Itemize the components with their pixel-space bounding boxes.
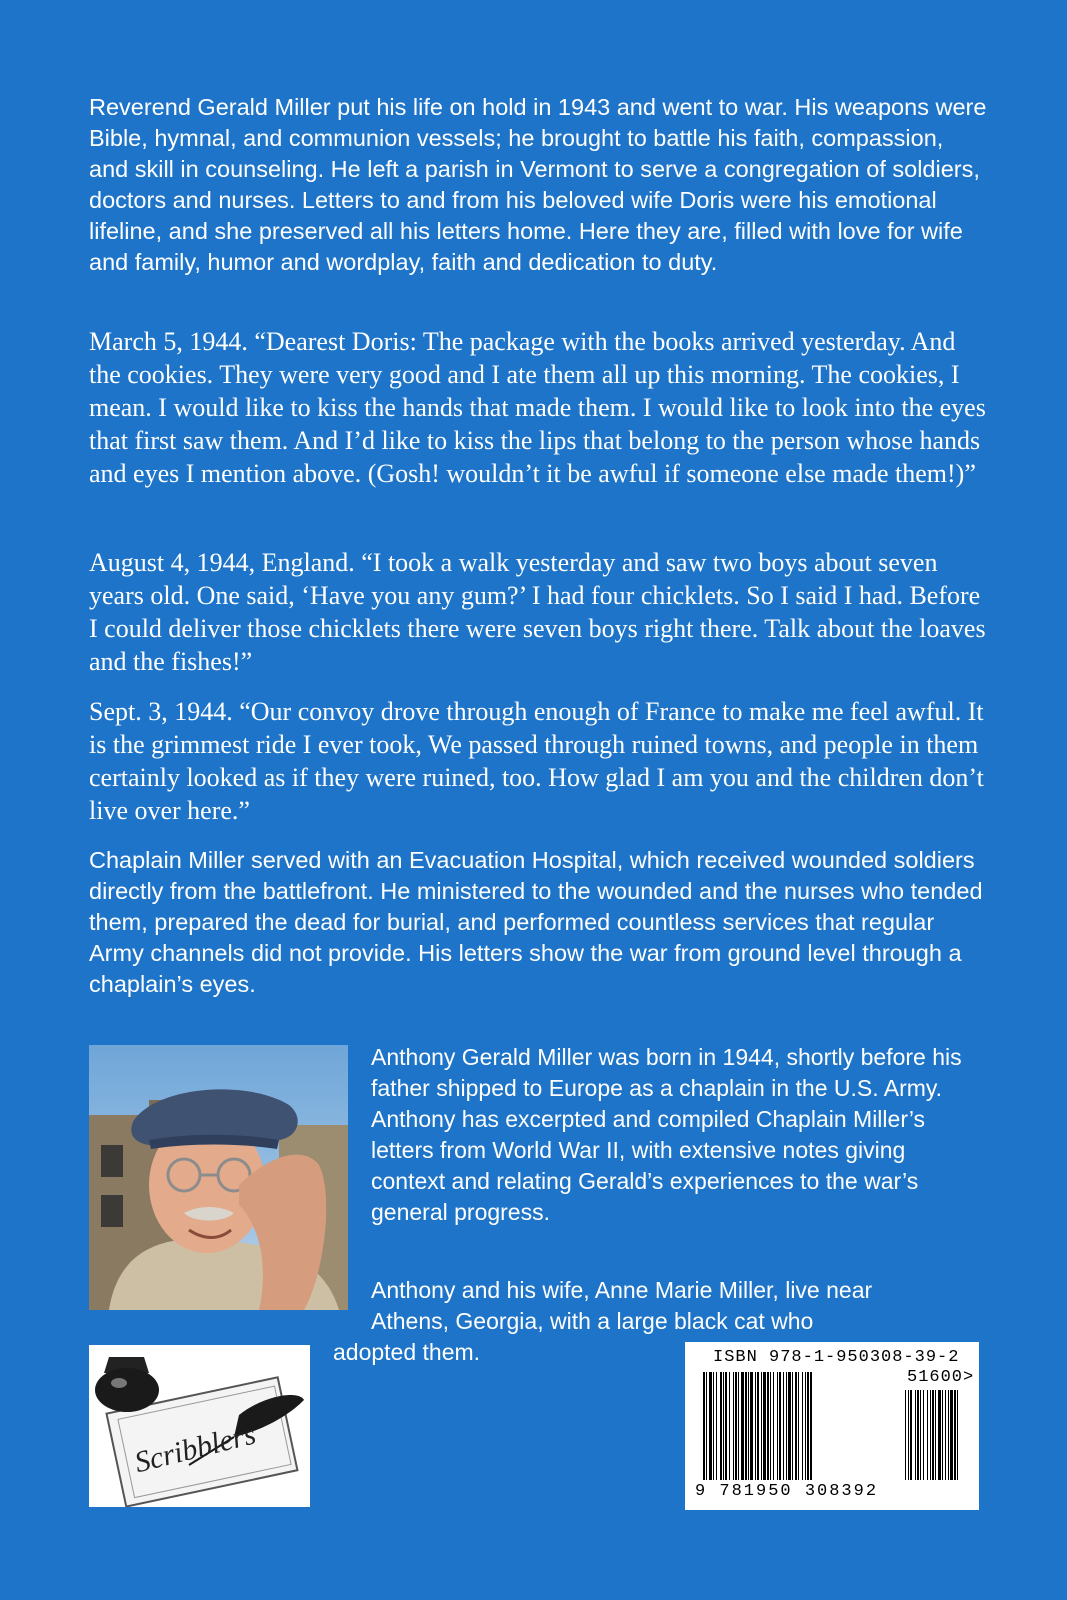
price-barcode-bar: [948, 1390, 949, 1480]
letter-excerpt-march: March 5, 1944. “Dearest Doris: The package with the books arrived yesterday. And the cookies. They were very good and I ate them all up this morning. The cookies, I mean. I would like to kiss the hands that made them. I would like to look into the eyes that first saw them. And I’d like to kiss the lips that belong to the person whose hands and eyes I mention above. (Gosh! wouldn’t it be awful if someone else made them!)”: [89, 327, 986, 488]
barcode-bar: [703, 1372, 705, 1480]
barcode-bar: [792, 1372, 793, 1480]
barcode-bar: [735, 1372, 737, 1480]
price-barcode-bar: [942, 1390, 943, 1480]
barcode-bar: [723, 1372, 724, 1480]
barcode-bar: [783, 1372, 784, 1480]
price-barcode-bar: [930, 1390, 931, 1480]
barcode-bar: [763, 1372, 766, 1480]
intro-paragraph: Reverend Gerald Miller put his life on hold in 1943 and went to war. His weapons were Bible, hymnal, and communion vessels; he brought to battle his faith, compassion, and skill in counseling. He left a parish in Vermont to serve a congregation of soldiers, doctors and nurses. Letters to and from his beloved wife Doris were his emotional lifeline, and she preserved all his letters home. Here they are, filled with love for wife and family, humor and wordplay, faith and dedication to duty.: [89, 94, 987, 275]
barcode-bar: [807, 1372, 809, 1480]
letter-excerpt-august: August 4, 1944, England. “I took a walk yesterday and saw two boys about seven years old. One said, ‘Have you any gum?’ I had four chicklets. So I said I had. Before I could deliver those chicklets there were seven boys right there. Talk about the loaves and the fishes!”: [89, 548, 986, 676]
publisher-logo: [89, 1345, 310, 1507]
barcode-bar: [741, 1372, 744, 1480]
barcode-bar: [733, 1372, 734, 1480]
barcode-bar: [755, 1372, 756, 1480]
barcode-bar: [745, 1372, 747, 1480]
price-barcode-bar: [917, 1390, 919, 1480]
author-bio-paragraph: Anthony Gerald Miller was born in 1944, shortly before his father shipped to Europe as a chaplain in the U.S. Army. Anthony has excerpted and compiled Chaplain Miller’s letters from World War II, with extensive notes giving context and relating Gerald’s experiences to the war’s general progress.: [371, 1044, 962, 1225]
barcode-bar: [709, 1372, 712, 1480]
price-barcode-bar: [905, 1390, 906, 1480]
price-barcode-bar: [927, 1390, 928, 1480]
barcode-bar: [795, 1372, 797, 1480]
barcode-number: 9 781950 308392: [695, 1482, 879, 1501]
price-barcode-bar: [908, 1390, 909, 1480]
price-barcode-bar: [932, 1390, 934, 1480]
barcode-bar: [779, 1372, 781, 1480]
author-bio-family-text-end: adopted them.: [333, 1339, 481, 1365]
price-barcode-bar: [945, 1390, 946, 1480]
barcode-bar: [706, 1372, 707, 1480]
barcode-bar: [720, 1372, 722, 1480]
barcode-bar: [788, 1372, 791, 1480]
price-barcode-bar: [920, 1390, 921, 1480]
price-barcode-bar: [938, 1390, 941, 1480]
barcode-bar: [729, 1372, 730, 1480]
price-code: 51600>: [907, 1368, 975, 1387]
barcode-bar: [716, 1372, 717, 1480]
barcode-bar: [761, 1372, 762, 1480]
barcode-bar: [725, 1372, 727, 1480]
barcode-bar: [713, 1372, 714, 1480]
barcode-bar: [750, 1372, 753, 1480]
author-bio-family-text: Anthony and his wife, Anne Marie Miller, live near Athens, Georgia, with a large black cat who: [371, 1277, 873, 1334]
price-barcode-bar: [950, 1390, 953, 1480]
price-barcode-bar: [957, 1390, 958, 1480]
barcode-bar: [748, 1372, 749, 1480]
publisher-logo-lettering: Scribblers: [131, 1417, 259, 1480]
price-barcode-bar: [923, 1390, 924, 1480]
letter-excerpt-september: Sept. 3, 1944. “Our convoy drove through enough of France to make me feel awful. It is the grimmest ride I ever took, We passed through ruined towns, and people in them certainly looked as if they were ruined, too. How glad I am you and the children don’t live over here.”: [89, 697, 984, 825]
barcode-bar: [757, 1372, 759, 1480]
isbn-barcode: [685, 1342, 979, 1510]
barcode-bar: [798, 1372, 799, 1480]
barcode-bar: [810, 1372, 812, 1480]
author-photo: [89, 1045, 348, 1310]
barcode-bar: [773, 1372, 774, 1480]
barcode-bar: [805, 1372, 806, 1480]
price-barcode-bar: [935, 1390, 936, 1480]
price-barcode-bar: [954, 1390, 956, 1480]
price-barcode-bar: [915, 1390, 916, 1480]
price-barcode-bar: [910, 1390, 912, 1480]
barcode-bar: [738, 1372, 739, 1480]
barcode-bar: [777, 1372, 778, 1480]
barcode-bar: [770, 1372, 771, 1480]
barcode-bar: [767, 1372, 769, 1480]
summary-paragraph: Chaplain Miller served with an Evacuation Hospital, which received wounded soldiers directly from the battlefront. He ministered to the wounded and the nurses who tended them, prepared the dead for burial, and performed countless services that regular Army channels did not provide. His letters show the war from ground level through a chaplain’s eyes.: [89, 847, 983, 997]
isbn-label: ISBN 978-1-950308-39-2: [713, 1348, 960, 1367]
barcode-bar: [786, 1372, 787, 1480]
barcode-bar: [802, 1372, 803, 1480]
